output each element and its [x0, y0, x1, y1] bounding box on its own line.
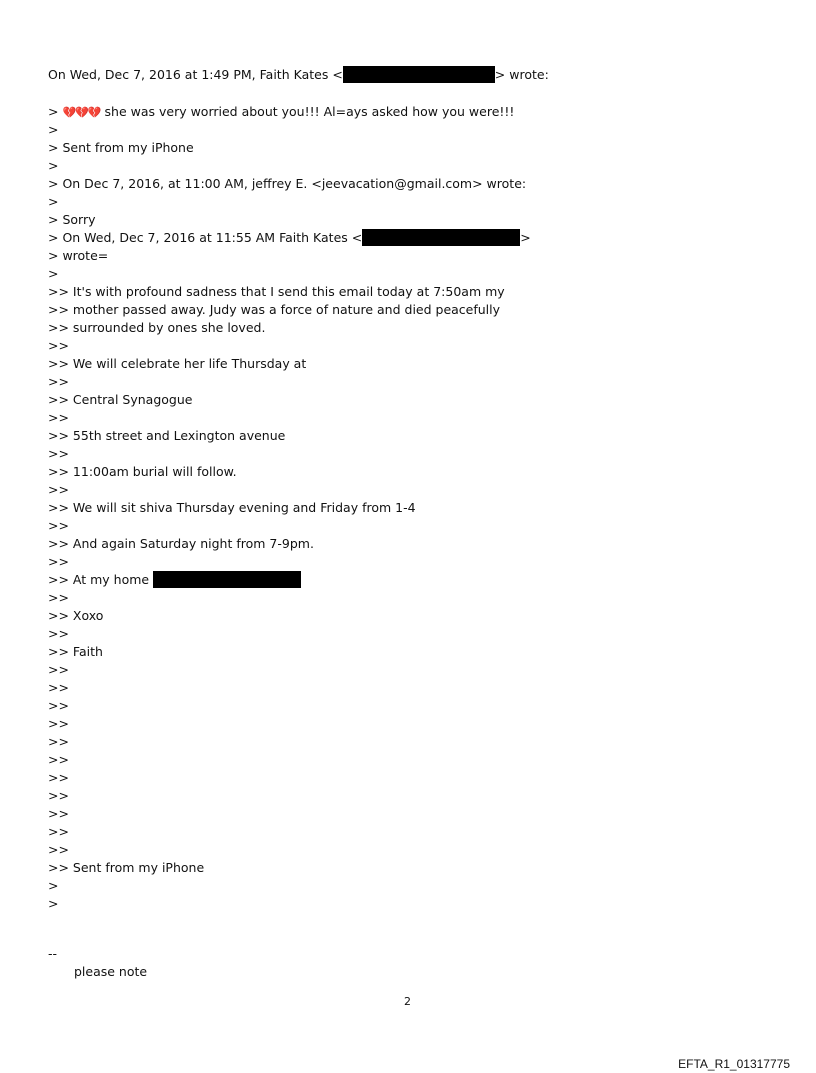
quoted-line: >> We will celebrate her life Thursday at: [48, 356, 307, 371]
quoted-line: >>: [48, 338, 69, 353]
broken-heart-icons: 💔💔💔: [62, 106, 101, 119]
quoted-line: >>: [48, 374, 69, 389]
redaction-box: [343, 66, 495, 83]
quoted-line: >>: [48, 446, 69, 461]
quoted-line: >>: [48, 680, 69, 695]
quoted-line: >>: [48, 824, 69, 839]
quoted-line: >>: [48, 482, 69, 497]
quoted-line: > Sorry: [48, 212, 96, 227]
quoted-line: >: [48, 122, 59, 137]
quoted-line: >>: [48, 734, 69, 749]
home-label: >> At my home: [48, 572, 154, 587]
quoted-line: >>: [48, 770, 69, 785]
quoted-line: >>: [48, 554, 69, 569]
quoted-line: >>: [48, 698, 69, 713]
quoted-line: [48, 229, 531, 247]
quoted-header-prefix: > On Wed, Dec 7, 2016 at 11:55 AM Faith Kates <: [48, 230, 363, 245]
quoted-line: >: [48, 896, 59, 911]
quoted-line: >>: [48, 590, 69, 605]
quoted-line: >> Xoxo: [48, 608, 104, 623]
quoted-line: >>: [48, 806, 69, 821]
header-prefix: On Wed, Dec 7, 2016 at 1:49 PM, Faith Kates <: [48, 67, 343, 82]
reply-text: she was very worried about you!!! Al=ays asked how you were!!!: [100, 104, 515, 119]
header-suffix: > wrote:: [494, 67, 549, 82]
quoted-line: >> Central Synagogue: [48, 392, 193, 407]
quoted-line: > 💔💔💔 she was very worried about you!!! Al=ays asked how you were!!!: [48, 104, 515, 119]
quoted-line: >> Faith: [48, 644, 103, 659]
quoted-line: > On Dec 7, 2016, at 11:00 AM, jeffrey E. <jeevacation@gmail.com> wrote:: [48, 176, 527, 191]
email-header-line: [48, 66, 549, 84]
quoted-line: >>: [48, 716, 69, 731]
quoted-header-suffix: >: [520, 230, 531, 245]
quoted-line: >>: [48, 518, 69, 533]
quoted-line: > Sent from my iPhone: [48, 140, 194, 155]
email-body: [48, 103, 531, 913]
quoted-line: >> We will sit shiva Thursday evening and Friday from 1-4: [48, 500, 416, 515]
quoted-line: >>: [48, 410, 69, 425]
quoted-line: >>: [48, 626, 69, 641]
quoted-line: >> It's with profound sadness that I send this email today at 7:50am my: [48, 284, 505, 299]
quoted-line: >> And again Saturday night from 7-9pm.: [48, 536, 314, 551]
quoted-line: >> surrounded by ones she loved.: [48, 320, 266, 335]
signature-separator: --: [48, 946, 58, 961]
quoted-line: >>: [48, 842, 69, 857]
quoted-line: >>: [48, 752, 69, 767]
redaction-box: [362, 229, 520, 246]
quoted-line: [48, 571, 531, 589]
signature-note: please note: [74, 964, 148, 979]
quoted-line: >>: [48, 788, 69, 803]
quoted-line: >> 55th street and Lexington avenue: [48, 428, 286, 443]
quoted-line: >> 11:00am burial will follow.: [48, 464, 237, 479]
quoted-line: >: [48, 266, 59, 281]
bates-number: EFTA_R1_01317775: [678, 1057, 790, 1071]
redaction-box: [153, 571, 301, 588]
quoted-line: >>: [48, 662, 69, 677]
quoted-line: >> Sent from my iPhone: [48, 860, 205, 875]
quoted-line: >: [48, 158, 59, 173]
quoted-line: >: [48, 194, 59, 209]
page-number: 2: [404, 995, 411, 1008]
quoted-line: > wrote=: [48, 248, 109, 263]
quoted-line: >> mother passed away. Judy was a force of nature and died peacefully: [48, 302, 501, 317]
quoted-line: >: [48, 878, 59, 893]
